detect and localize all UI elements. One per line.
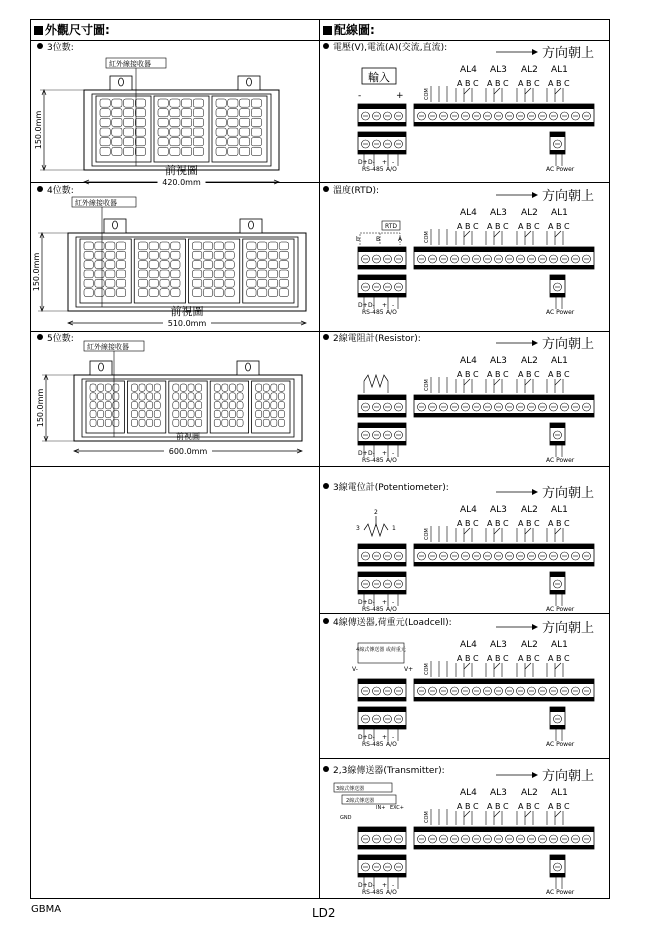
- terminal-label: -: [392, 159, 395, 166]
- ao-label: A/O: [386, 309, 397, 316]
- relay-contact: [494, 88, 500, 94]
- terminal-label: D+: [358, 159, 368, 166]
- relay-contact: [464, 231, 470, 237]
- v-minus-label: V-: [352, 666, 358, 673]
- com-label: COM: [424, 663, 430, 675]
- footer-company: GBMA: [31, 904, 62, 915]
- ac-power-label: AC Power: [546, 741, 575, 748]
- relay-abc-label: A B C: [548, 222, 570, 231]
- alarm-label: AL2: [521, 505, 538, 515]
- width-dimension: 420.0mm: [162, 178, 201, 187]
- relay-abc-label: A B C: [487, 370, 509, 379]
- relay-contact: [525, 528, 531, 534]
- relay-abc-label: A B C: [487, 79, 509, 88]
- pin-label: 2: [374, 509, 378, 516]
- relay-abc-label: A B C: [457, 654, 479, 663]
- relay-contact: [494, 379, 500, 385]
- height-dimension: 150.0mm: [34, 110, 43, 150]
- ir-receiver-label: 紅外線接收器: [75, 199, 117, 207]
- front-view-drawing: [32, 193, 316, 328]
- relay-contact: [494, 811, 500, 817]
- relay-contact: [494, 528, 500, 534]
- com-label: COM: [424, 528, 430, 540]
- front-view-label: 前視圖: [170, 305, 204, 318]
- direction-label: 方向朝上: [542, 486, 595, 501]
- pin-label: 3: [356, 525, 360, 532]
- alarm-label: AL4: [460, 788, 477, 798]
- ac-power-label: AC Power: [546, 889, 575, 896]
- terminal-label: D-: [368, 302, 375, 309]
- relay-contact: [525, 379, 531, 385]
- ir-receiver-label: 紅外線接收器: [87, 343, 129, 351]
- minus-label: -: [358, 91, 362, 101]
- wiring-label: 2線電阻計(Resistor):: [333, 334, 421, 344]
- relay-abc-label: A B C: [518, 222, 540, 231]
- width-dimension: 600.0mm: [168, 447, 208, 456]
- relay-abc-label: A B C: [548, 654, 570, 663]
- row-divider: [31, 466, 609, 467]
- square-bullet-icon: [34, 26, 43, 35]
- wiring-label: 電壓(V),電流(A)(交流,直流):: [333, 43, 448, 53]
- ac-power-label: AC Power: [546, 309, 575, 316]
- alarm-label: AL3: [490, 208, 507, 218]
- relay-abc-label: A B C: [457, 370, 479, 379]
- terminal-label: D-: [368, 159, 375, 166]
- row-divider: [319, 758, 609, 759]
- front-view-label: 前視圖: [165, 164, 198, 177]
- rs485-label: RS-485: [362, 741, 384, 748]
- alarm-label: AL1: [551, 65, 568, 75]
- alarm-label: AL1: [551, 208, 568, 218]
- front-view-label: 前視圖: [176, 432, 200, 441]
- arrow-right-icon: [532, 49, 538, 55]
- terminal-label: D-: [368, 450, 375, 457]
- wiring-header: [320, 20, 375, 40]
- terminal-label: D+: [358, 882, 368, 889]
- terminal-label: +: [382, 159, 388, 166]
- relay-contact: [494, 231, 500, 237]
- ao-label: A/O: [386, 606, 397, 613]
- relay-contact: [464, 379, 470, 385]
- direction-label: 方向朝上: [542, 46, 595, 61]
- relay-contact: [494, 663, 500, 669]
- relay-contact: [464, 528, 470, 534]
- relay-abc-label: A B C: [518, 654, 540, 663]
- alarm-label: AL4: [460, 640, 477, 650]
- wiring-diagram: [318, 183, 610, 316]
- ao-label: A/O: [386, 166, 397, 173]
- relay-contact: [555, 379, 561, 385]
- direction-label: 方向朝上: [542, 769, 595, 784]
- relay-abc-label: A B C: [548, 79, 570, 88]
- relay-abc-label: A B C: [518, 802, 540, 811]
- in-plus-label: IN+: [376, 805, 386, 811]
- rs485-label: RS-485: [362, 457, 384, 464]
- alarm-label: AL1: [551, 356, 568, 366]
- terminal-label: +: [382, 734, 388, 741]
- terminal-label: D+: [358, 302, 368, 309]
- pin-label: 1: [392, 525, 396, 532]
- terminal-label: D-: [368, 599, 375, 606]
- two-wire-label: 2線式傳送器: [346, 798, 375, 804]
- relay-abc-label: A B C: [487, 802, 509, 811]
- terminal-label: D-: [368, 734, 375, 741]
- ac-power-label: AC Power: [546, 166, 575, 173]
- relay-contact: [525, 811, 531, 817]
- alarm-label: AL1: [551, 640, 568, 650]
- relay-contact: [464, 663, 470, 669]
- relay-abc-label: A B C: [487, 222, 509, 231]
- alarm-label: AL3: [490, 505, 507, 515]
- ao-label: A/O: [386, 889, 397, 896]
- relay-contact: [525, 88, 531, 94]
- transmitter-label: 4線式傳送器 或荷重元: [356, 647, 406, 653]
- front-view-drawing: [32, 50, 316, 187]
- terminal-label: -: [392, 302, 395, 309]
- relay-abc-label: A B C: [518, 519, 540, 528]
- bullet-icon: [37, 43, 43, 49]
- com-label: COM: [424, 88, 430, 100]
- relay-contact: [555, 88, 561, 94]
- wiring-diagram: [318, 615, 610, 748]
- exc-plus-label: EXC+: [390, 805, 404, 811]
- relay-abc-label: A B C: [548, 519, 570, 528]
- terminal-label: -: [392, 599, 395, 606]
- rs485-label: RS-485: [362, 309, 384, 316]
- terminal-label: -: [392, 882, 395, 889]
- ac-power-label: AC Power: [546, 457, 575, 464]
- alarm-label: AL2: [521, 356, 538, 366]
- row-divider: [319, 613, 609, 614]
- alarm-label: AL1: [551, 788, 568, 798]
- terminal-label: +: [382, 302, 388, 309]
- relay-contact: [525, 663, 531, 669]
- b-cap-label: B: [376, 236, 381, 243]
- rs485-label: RS-485: [362, 606, 384, 613]
- relay-contact: [555, 811, 561, 817]
- wiring-header-text: 配線圖:: [334, 23, 375, 37]
- wiring-label: 3線電位計(Potentiometer):: [333, 483, 449, 493]
- a-label: A: [398, 236, 403, 243]
- relay-abc-label: A B C: [487, 519, 509, 528]
- relay-contact: [525, 231, 531, 237]
- relay-contact: [555, 528, 561, 534]
- alarm-label: AL3: [490, 65, 507, 75]
- dim-label: 4位數:: [47, 186, 74, 196]
- alarm-label: AL2: [521, 788, 538, 798]
- ao-label: A/O: [386, 457, 397, 464]
- arrow-right-icon: [532, 772, 538, 778]
- transmitter-box: [358, 643, 404, 663]
- relay-abc-label: A B C: [518, 370, 540, 379]
- three-wire-label: 3線式傳送器: [336, 786, 365, 792]
- input-label: 輸入: [368, 71, 390, 84]
- rtd-label: RTD: [384, 223, 398, 230]
- rs485-label: RS-485: [362, 166, 384, 173]
- arrow-right-icon: [532, 489, 538, 495]
- wiring-diagram: [318, 763, 610, 896]
- dim-label: 3位數:: [47, 43, 74, 53]
- ac-power-label: AC Power: [546, 606, 575, 613]
- alarm-label: AL4: [460, 356, 477, 366]
- relay-abc-label: A B C: [457, 519, 479, 528]
- arrow-right-icon: [532, 340, 538, 346]
- relay-contact: [464, 811, 470, 817]
- bullet-icon: [37, 186, 43, 192]
- relay-abc-label: A B C: [457, 802, 479, 811]
- terminal-label: D+: [358, 734, 368, 741]
- alarm-label: AL4: [460, 505, 477, 515]
- square-bullet-icon: [323, 26, 332, 35]
- resistor-icon: [364, 375, 388, 387]
- b-label: b: [356, 236, 360, 243]
- height-dimension: 150.0mm: [36, 388, 45, 428]
- ir-receiver-label: 紅外線接收器: [109, 60, 151, 68]
- relay-abc-label: A B C: [487, 654, 509, 663]
- wiring-diagram: [318, 480, 610, 613]
- arrow-right-icon: [532, 624, 538, 630]
- alarm-label: AL2: [521, 65, 538, 75]
- bullet-icon: [37, 334, 43, 340]
- terminal-label: D+: [358, 599, 368, 606]
- rs485-label: RS-485: [362, 889, 384, 896]
- terminal-label: +: [382, 882, 388, 889]
- alarm-label: AL4: [460, 65, 477, 75]
- wiring-label: 2,3線傳送器(Transmitter):: [333, 766, 445, 776]
- terminal-label: D-: [368, 882, 375, 889]
- alarm-label: AL3: [490, 640, 507, 650]
- relay-abc-label: A B C: [518, 79, 540, 88]
- footer-model: LD2: [312, 906, 336, 920]
- ao-label: A/O: [386, 741, 397, 748]
- alarm-label: AL4: [460, 208, 477, 218]
- v-plus-label: V+: [404, 666, 414, 673]
- wiring-label: 4線傳送器,荷重元(Loadcell):: [333, 618, 452, 628]
- com-label: COM: [424, 811, 430, 823]
- wiring-diagram: [318, 331, 610, 464]
- alarm-label: AL3: [490, 356, 507, 366]
- relay-abc-label: A B C: [457, 222, 479, 231]
- terminal-label: -: [392, 734, 395, 741]
- plus-label: +: [396, 91, 404, 101]
- com-label: COM: [424, 231, 430, 243]
- relay-contact: [555, 663, 561, 669]
- front-view-drawing: [32, 341, 316, 456]
- width-dimension: 510.0mm: [167, 319, 207, 328]
- relay-contact: [464, 88, 470, 94]
- terminal-label: +: [382, 599, 388, 606]
- dimensions-header-text: 外觀尺寸圖:: [45, 23, 110, 37]
- terminal-label: D+: [358, 450, 368, 457]
- relay-abc-label: A B C: [548, 802, 570, 811]
- height-dimension: 150.0mm: [32, 252, 41, 292]
- alarm-label: AL3: [490, 788, 507, 798]
- alarm-label: AL2: [521, 208, 538, 218]
- terminal-label: -: [392, 450, 395, 457]
- alarm-label: AL1: [551, 505, 568, 515]
- arrow-right-icon: [532, 192, 538, 198]
- relay-abc-label: A B C: [457, 79, 479, 88]
- wiring-label: 溫度(RTD):: [333, 186, 380, 196]
- direction-label: 方向朝上: [542, 337, 595, 352]
- wiring-diagram: [318, 40, 610, 173]
- dimensions-header: [31, 20, 110, 40]
- com-label: COM: [424, 379, 430, 391]
- direction-label: 方向朝上: [542, 189, 595, 204]
- relay-contact: [555, 231, 561, 237]
- terminal-label: +: [382, 450, 388, 457]
- gnd-label: GND: [340, 815, 352, 821]
- relay-abc-label: A B C: [548, 370, 570, 379]
- dim-label: 5位數:: [47, 334, 74, 344]
- alarm-label: AL2: [521, 640, 538, 650]
- direction-label: 方向朝上: [542, 621, 595, 636]
